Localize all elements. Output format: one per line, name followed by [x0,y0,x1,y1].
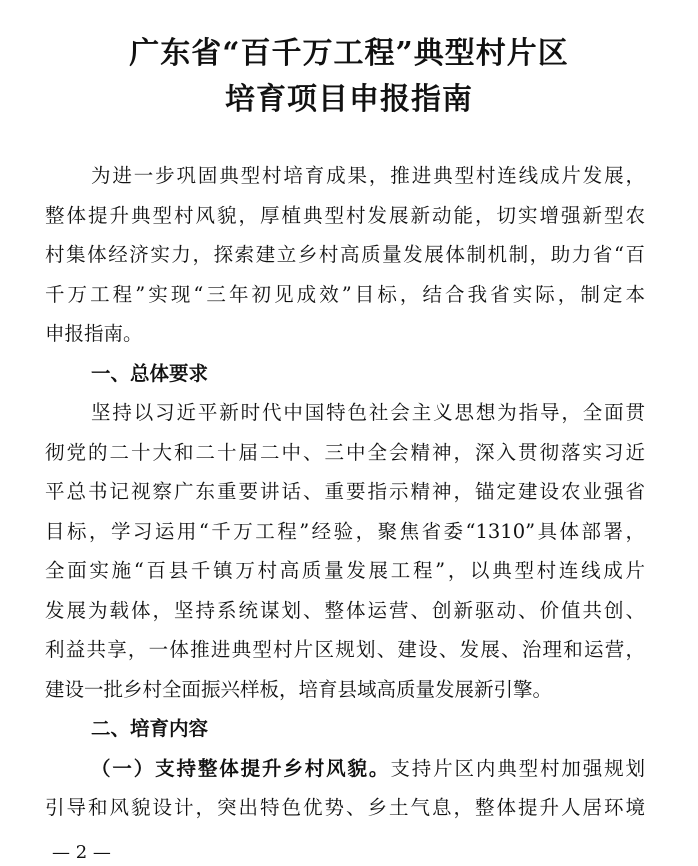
section1-line: 全面实施“百县千镇万村高质量发展工程”，以典型村连线成片 [45,559,645,582]
section1-line: 发展为载体，坚持系统谋划、整体运营、创新驱动、价值共创、 [45,599,645,622]
intro-line: 申报指南。 [45,322,143,345]
intro-line: 整体提升典型村风貌，厚植典型村发展新动能，切实增强新型农 [45,204,645,227]
section1-line: 建设一批乡村全面振兴样板，培育县域高质量发展新引擎。 [45,678,553,701]
intro-line: 为进一步巩固典型村培育成果，推进典型村连线成片发展， [91,164,645,187]
subsection-1-title: （一）支持整体提升乡村风貌。 [91,757,391,780]
subsection-1-text: 支持片区内典型村加强规划 [390,757,645,780]
intro-line: 村集体经济实力，探索建立乡村高质量发展体制机制，助力省“百 [45,243,645,266]
document-title-line-1: 广东省“百千万工程”典型村片区 [129,36,569,71]
section1-line: 平总书记视察广东重要讲话、重要指示精神，锚定建设农业强省 [45,480,645,503]
section-heading-cultivation-content: 二、培育内容 [91,717,209,740]
intro-line: 千万工程”实现“三年初见成效”目标，结合我省实际，制定本 [45,283,645,306]
document-title-line-2: 培育项目申报指南 [225,82,473,117]
page-number: — 2 — [52,842,111,863]
subsection-1-line: 引导和风貌设计，突出特色优势、乡土气息，整体提升人居环境 [45,796,645,819]
section-heading-general-requirements: 一、总体要求 [91,362,209,385]
subsection-1-line [91,755,645,783]
section1-line: 利益共享，一体推进典型村片区规划、建设、发展、治理和运营， [45,638,645,661]
section1-line: 坚持以习近平新时代中国特色社会主义思想为指导，全面贯 [91,401,645,424]
section1-line: 彻党的二十大和二十届二中、三中全会精神，深入贯彻落实习近 [45,441,645,464]
section1-line: 目标，学习运用“千万工程”经验，聚焦省委“1310”具体部署， [45,520,645,543]
